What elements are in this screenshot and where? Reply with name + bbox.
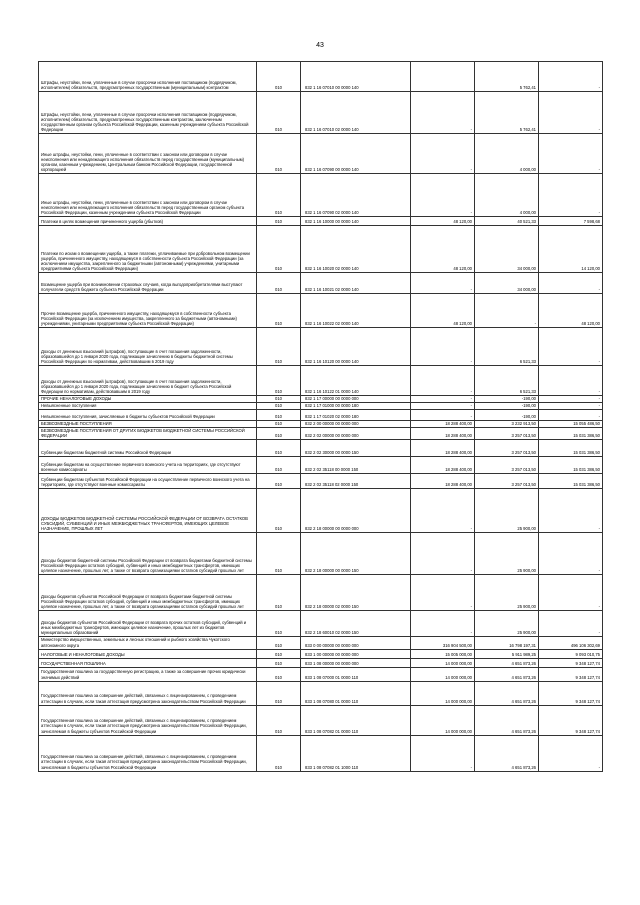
row-name-cell: Прочее возмещение ущерба, причиненного имуществу, находящемуся в собственности субъекта Российской Федерации (за исключением имущества, закрепленного за бюджетными (автономными) учреждениями, унитарными предприятиями субъекта Российской Федерации) xyxy=(39,294,257,328)
row-approved-plan-cell: 15 005 000,00 xyxy=(411,649,475,658)
table-row xyxy=(39,421,603,428)
row-unexecuted-cell: 9 093 010,75 xyxy=(539,649,603,658)
row-executed-cell: 16 798 197,31 xyxy=(475,637,539,649)
row-unexecuted-cell: - xyxy=(539,611,603,637)
row-executed-cell: -190,00 xyxy=(475,410,539,421)
row-line-code-cell: 010 xyxy=(257,637,301,649)
row-approved-plan-cell: 48 120,00 xyxy=(411,294,475,328)
row-executed-cell: 5 762,41 xyxy=(475,62,539,92)
row-approved-plan-cell: 18 288 400,00 xyxy=(411,428,475,440)
row-budget-code-cell: 832 1 16 10120 00 0000 140 xyxy=(301,328,411,366)
row-unexecuted-cell: 48 120,00 xyxy=(539,294,603,328)
row-name-cell: ПРОЧИЕ НЕНАЛОГОВЫЕ ДОХОДЫ xyxy=(39,396,257,403)
row-executed-cell: - xyxy=(475,294,539,328)
row-approved-plan-cell: - xyxy=(411,273,475,294)
table-row xyxy=(39,403,603,410)
table-row xyxy=(39,396,603,403)
row-line-code-cell: 010 xyxy=(257,92,301,134)
table-row xyxy=(39,410,603,421)
row-approved-plan-cell: - xyxy=(411,396,475,403)
row-budget-code-cell: 832 2 02 30000 00 0000 150 xyxy=(301,440,411,457)
table-row xyxy=(39,735,603,771)
row-approved-plan-cell: - xyxy=(411,611,475,637)
row-executed-cell: 4 651 873,26 xyxy=(475,667,539,681)
row-name-cell: Иные штрафы, неустойки, пени, уплаченные в соответствии с законом или договором в случае неисполнения или ненадлежащего исполнения обязательств перед государственным (муниципальным) органом, казенным учреждением, Центральным банком Российской Федерации, государственной корпорацией xyxy=(39,134,257,174)
row-name-cell: Субвенции бюджетам субъектов Российской Федерации на осуществление первичного воинского учета на территориях, где отсутствуют военные комиссариаты xyxy=(39,474,257,489)
table-row xyxy=(39,440,603,457)
row-approved-plan-cell: 18 288 400,00 xyxy=(411,457,475,474)
row-executed-cell: 4 651 873,26 xyxy=(475,658,539,667)
row-budget-code-cell: 832 2 02 35118 00 0000 150 xyxy=(301,457,411,474)
row-unexecuted-cell: 15 055 486,50 xyxy=(539,421,603,428)
table-row xyxy=(39,474,603,489)
row-line-code-cell: 010 xyxy=(257,489,301,533)
row-name-cell: Государственная пошлина за совершение действий, связанных с лицензированием, с проведением аттестации в случаях, если такая аттестация предусмотрена законодательством Российской Федерации xyxy=(39,681,257,705)
row-budget-code-cell: 832 2 00 00000 00 0000 000 xyxy=(301,421,411,428)
row-name-cell: Субвенции бюджетам бюджетной системы Российской Федерации xyxy=(39,440,257,457)
table-row xyxy=(39,328,603,366)
row-line-code-cell: 010 xyxy=(257,410,301,421)
row-line-code-cell: 010 xyxy=(257,428,301,440)
row-line-code-cell: 010 xyxy=(257,649,301,658)
row-approved-plan-cell: 18 288 400,00 xyxy=(411,440,475,457)
row-executed-cell: 25 900,00 xyxy=(475,611,539,637)
row-budget-code-cell: 832 2 02 35118 02 0000 150 xyxy=(301,474,411,489)
table-row xyxy=(39,273,603,294)
row-approved-plan-cell: - xyxy=(411,174,475,217)
row-approved-plan-cell: 48 120,00 xyxy=(411,226,475,273)
table-row xyxy=(39,62,603,92)
row-budget-code-cell: 832 1 17 01000 00 0000 180 xyxy=(301,403,411,410)
row-executed-cell: 4 000,00 xyxy=(475,174,539,217)
row-name-cell: Министерство имущественных, земельных и лесных отношений и рыбного хозяйства Чукотского автономного округа xyxy=(39,637,257,649)
row-approved-plan-cell: - xyxy=(411,134,475,174)
row-line-code-cell: 010 xyxy=(257,226,301,273)
row-line-code-cell: 010 xyxy=(257,705,301,735)
row-executed-cell: 40 521,33 xyxy=(475,217,539,226)
row-unexecuted-cell: - xyxy=(539,410,603,421)
row-executed-cell: 3 257 013,50 xyxy=(475,457,539,474)
row-budget-code-cell: 832 1 16 10021 02 0000 140 xyxy=(301,273,411,294)
row-line-code-cell: 010 xyxy=(257,328,301,366)
row-unexecuted-cell: 9 348 127,74 xyxy=(539,658,603,667)
row-name-cell: Доходы от денежных взысканий (штрафов), поступающие в счет погашения задолженности, образовавшейся до 1 января 2020 года, подлежащие зачислению в бюджеты бюджетной системы Российской Федерации по нормативам, действовавшим в 2019 году xyxy=(39,328,257,366)
row-unexecuted-cell: - xyxy=(539,489,603,533)
table-row xyxy=(39,533,603,575)
table-row xyxy=(39,134,603,174)
row-line-code-cell: 010 xyxy=(257,217,301,226)
row-budget-code-cell: 833 0 00 00000 00 0000 000 xyxy=(301,637,411,649)
row-budget-code-cell: 833 1 08 00000 00 0000 000 xyxy=(301,658,411,667)
row-unexecuted-cell: 14 120,00 xyxy=(539,226,603,273)
row-executed-cell: 4 651 873,26 xyxy=(475,681,539,705)
row-budget-code-cell: 833 1 08 07082 01 0000 110 xyxy=(301,705,411,735)
row-approved-plan-cell: - xyxy=(411,575,475,611)
row-unexecuted-cell: - xyxy=(539,533,603,575)
table-row xyxy=(39,649,603,658)
table-row xyxy=(39,705,603,735)
row-unexecuted-cell: - xyxy=(539,328,603,366)
row-name-cell: ДОХОДЫ БЮДЖЕТОВ БЮДЖЕТНОЙ СИСТЕМЫ РОССИЙСКОЙ ФЕДЕРАЦИИ ОТ ВОЗВРАТА ОСТАТКОВ СУБСИДИЙ, СУБВЕНЦИЙ И ИНЫХ МЕЖБЮДЖЕТНЫХ ТРАНСФЕРТОВ, ИМЕЮЩИХ ЦЕЛЕВОЕ НАЗНАЧЕНИЕ, ПРОШЛЫХ ЛЕТ xyxy=(39,489,257,533)
row-unexecuted-cell: - xyxy=(539,62,603,92)
row-unexecuted-cell: - xyxy=(539,366,603,396)
row-line-code-cell: 010 xyxy=(257,681,301,705)
row-unexecuted-cell: 7 598,68 xyxy=(539,217,603,226)
row-executed-cell: 25 900,00 xyxy=(475,489,539,533)
row-budget-code-cell: 832 1 16 07010 00 0000 140 xyxy=(301,62,411,92)
table-row xyxy=(39,92,603,134)
row-budget-code-cell: 832 2 18 00000 00 0000 000 xyxy=(301,489,411,533)
row-executed-cell: 25 900,00 xyxy=(475,533,539,575)
row-unexecuted-cell: 15 031 386,50 xyxy=(539,474,603,489)
row-approved-plan-cell: 14 000 000,00 xyxy=(411,667,475,681)
row-executed-cell: 5 762,41 xyxy=(475,92,539,134)
row-executed-cell: 4 651 873,26 xyxy=(475,705,539,735)
row-line-code-cell: 010 xyxy=(257,396,301,403)
row-unexecuted-cell: - xyxy=(539,134,603,174)
table-row xyxy=(39,575,603,611)
row-approved-plan-cell: - xyxy=(411,92,475,134)
row-approved-plan-cell: - xyxy=(411,735,475,771)
row-name-cell: Государственная пошлина за совершение действий, связанных с лицензированием, с проведением аттестации в случаях, если такая аттестация предусмотрена законодательством Российской Федерации, зачисляемая в бюджеты субъектов Российской Федерации xyxy=(39,705,257,735)
row-approved-plan-cell xyxy=(411,62,475,92)
row-executed-cell: 3 257 013,50 xyxy=(475,474,539,489)
row-name-cell: Штрафы, неустойки, пени, уплаченные в случае просрочки исполнения поставщиком (подрядчиком, исполнителем) обязательств, предусмотренных государственным контрактом, заключенным государственным органом субъекта Российской Федерации, казенным учреждением субъекта Российской Федерации xyxy=(39,92,257,134)
table-row xyxy=(39,681,603,705)
row-unexecuted-cell: - xyxy=(539,735,603,771)
row-name-cell: БЕЗВОЗМЕЗДНЫЕ ПОСТУПЛЕНИЯ xyxy=(39,421,257,428)
row-line-code-cell: 010 xyxy=(257,667,301,681)
table-row xyxy=(39,658,603,667)
table-row xyxy=(39,637,603,649)
row-line-code-cell: 010 xyxy=(257,735,301,771)
row-name-cell: Доходы от денежных взысканий (штрафов), поступающие в счет погашения задолженности, образовавшейся до 1 января 2020 года, подлежащие зачислению в бюджет субъекта Российской Федерации по нормативам, действовавшим в 2019 году xyxy=(39,366,257,396)
row-approved-plan-cell: 14 000 000,00 xyxy=(411,658,475,667)
row-line-code-cell: 010 xyxy=(257,457,301,474)
row-executed-cell: 3 257 013,50 xyxy=(475,428,539,440)
row-budget-code-cell: 833 1 08 07000 01 0000 110 xyxy=(301,667,411,681)
row-executed-cell: -190,00 xyxy=(475,396,539,403)
row-name-cell: Доходы бюджетов субъектов Российской Федерации от возврата бюджетами бюджетной системы Российской Федерации остатков субсидий, субвенций и иных межбюджетных трансфертов, имеющих целевое назначение, прошлых лет, а также от возврата организациями остатков субсидий прошлых лет xyxy=(39,575,257,611)
row-executed-cell: 34 000,00 xyxy=(475,226,539,273)
row-name-cell: Государственная пошлина за совершение действий, связанных с лицензированием, с проведением аттестации в случаях, если такая аттестация предусмотрена законодательством Российской Федерации, зачисляемая в бюджеты субъектов Российской Федерации xyxy=(39,735,257,771)
row-budget-code-cell: 832 1 16 10020 02 0000 140 xyxy=(301,226,411,273)
row-unexecuted-cell: - xyxy=(539,575,603,611)
row-name-cell: Доходы бюджетов бюджетной системы Российской Федерации от возврата бюджетами бюджетной системы Российской Федерации остатков субсидий, субвенций и иных межбюджетных трансфертов, имеющих целевое назначение, прошлых лет, а также от возврата организациями остатков субсидий прошлых лет xyxy=(39,533,257,575)
row-executed-cell: 3 232 913,50 xyxy=(475,421,539,428)
row-budget-code-cell: 833 1 08 07082 01 1000 110 xyxy=(301,735,411,771)
row-line-code-cell: 010 xyxy=(257,174,301,217)
row-line-code-cell: 010 xyxy=(257,533,301,575)
row-line-code-cell: 010 xyxy=(257,294,301,328)
table-row xyxy=(39,489,603,533)
row-name-cell: Платежи по искам о возмещении ущерба, а также платежи, уплачиваемые при добровольном возмещении ущерба, причиненного имуществу, находящемуся в собственности субъекта Российской Федерации (за исключением имущества, закрепленного за бюджетными (автономными) учреждениями, унитарными предприятиями субъекта Российской Федерации) xyxy=(39,226,257,273)
row-executed-cell: -190,00 xyxy=(475,403,539,410)
row-unexecuted-cell: 496 106 302,69 xyxy=(539,637,603,649)
row-name-cell: Штрафы, неустойки, пени, уплаченные в случае просрочки исполнения поставщиком (подрядчиком, исполнителем) обязательств, предусмотренных государственным (муниципальным) контрактом xyxy=(39,62,257,92)
row-name-cell: Иные штрафы, неустойки, пени, уплаченные в соответствии с законом или договором в случае неисполнения или ненадлежащего исполнения обязательств перед государственным органом субъекта Российской Федерации, казенным учреждением субъекта Российской Федерации xyxy=(39,174,257,217)
row-executed-cell: 3 257 013,50 xyxy=(475,440,539,457)
page-number: 43 xyxy=(316,42,324,49)
row-line-code-cell: 010 xyxy=(257,62,301,92)
row-executed-cell: 34 000,00 xyxy=(475,273,539,294)
row-line-code-cell: 010 xyxy=(257,611,301,637)
row-name-cell: Государственная пошлина за государственную регистрацию, а также за совершение прочих юридически значимых действий xyxy=(39,667,257,681)
row-approved-plan-cell: 14 000 000,00 xyxy=(411,705,475,735)
row-line-code-cell: 010 xyxy=(257,134,301,174)
row-budget-code-cell: 832 2 18 00000 00 0000 150 xyxy=(301,533,411,575)
row-budget-code-cell: 833 1 00 00000 00 0000 000 xyxy=(301,649,411,658)
row-line-code-cell: 010 xyxy=(257,403,301,410)
table-row xyxy=(39,611,603,637)
row-name-cell: Невыясненные поступления, зачисляемые в бюджеты субъектов Российской Федерации xyxy=(39,410,257,421)
row-approved-plan-cell: 18 288 400,00 xyxy=(411,421,475,428)
row-approved-plan-cell: - xyxy=(411,410,475,421)
row-name-cell: Доходы бюджетов субъектов Российской Федерации от возврата прочих остатков субсидий, субвенций и иных межбюджетных трансфертов, имеющих целевое назначение, прошлых лет из бюджетов муниципальных образований xyxy=(39,611,257,637)
row-executed-cell: 25 900,00 xyxy=(475,575,539,611)
row-approved-plan-cell: 18 288 400,00 xyxy=(411,474,475,489)
row-name-cell: Невыясненные поступления xyxy=(39,403,257,410)
row-unexecuted-cell: - xyxy=(539,92,603,134)
row-unexecuted-cell: - xyxy=(539,273,603,294)
row-executed-cell: 6 521,33 xyxy=(475,328,539,366)
budget-income-table xyxy=(38,61,603,772)
row-line-code-cell: 010 xyxy=(257,658,301,667)
row-unexecuted-cell: 15 031 386,50 xyxy=(539,457,603,474)
row-budget-code-cell: 832 1 17 00000 00 0000 000 xyxy=(301,396,411,403)
row-unexecuted-cell: 9 348 127,74 xyxy=(539,705,603,735)
row-approved-plan-cell: 14 000 000,00 xyxy=(411,681,475,705)
row-budget-code-cell: 832 1 16 07090 00 0000 140 xyxy=(301,134,411,174)
row-unexecuted-cell: 15 031 386,50 xyxy=(539,440,603,457)
row-budget-code-cell: 832 1 16 07090 02 0000 140 xyxy=(301,174,411,217)
row-line-code-cell: 010 xyxy=(257,575,301,611)
table-row xyxy=(39,217,603,226)
row-unexecuted-cell: - xyxy=(539,396,603,403)
row-approved-plan-cell: - xyxy=(411,489,475,533)
row-approved-plan-cell: - xyxy=(411,366,475,396)
row-budget-code-cell: 832 1 16 07010 02 0000 140 xyxy=(301,92,411,134)
row-budget-code-cell: 832 2 18 60010 02 0000 150 xyxy=(301,611,411,637)
row-budget-code-cell: 832 1 16 10022 02 0000 140 xyxy=(301,294,411,328)
table-row xyxy=(39,366,603,396)
row-unexecuted-cell: - xyxy=(539,174,603,217)
row-budget-code-cell: 832 1 16 10122 01 0000 140 xyxy=(301,366,411,396)
table-row xyxy=(39,667,603,681)
row-name-cell: Возмещение ущерба при возникновении страховых случаев, когда выгодоприобретателями выступают получатели средств бюджета субъекта Российской Федерации xyxy=(39,273,257,294)
row-name-cell: Субвенции бюджетам на осуществление первичного воинского учета на территориях, где отсутствуют военные комиссариаты xyxy=(39,457,257,474)
row-executed-cell: 4 000,00 xyxy=(475,134,539,174)
table-row xyxy=(39,428,603,440)
row-executed-cell: 5 911 989,25 xyxy=(475,649,539,658)
row-executed-cell: 4 651 873,26 xyxy=(475,735,539,771)
table-row xyxy=(39,457,603,474)
row-budget-code-cell: 832 2 18 00000 02 0000 150 xyxy=(301,575,411,611)
row-name-cell: Платежи в целях возмещения причиненного ущерба (убытков) xyxy=(39,217,257,226)
row-name-cell: БЕЗВОЗМЕЗДНЫЕ ПОСТУПЛЕНИЯ ОТ ДРУГИХ БЮДЖЕТОВ БЮДЖЕТНОЙ СИСТЕМЫ РОССИЙСКОЙ ФЕДЕРАЦИИ xyxy=(39,428,257,440)
table-body xyxy=(39,62,603,772)
row-unexecuted-cell: 9 348 127,74 xyxy=(539,681,603,705)
row-budget-code-cell: 833 1 08 07080 01 0000 110 xyxy=(301,681,411,705)
row-name-cell: ГОСУДАРСТВЕННАЯ ПОШЛИНА xyxy=(39,658,257,667)
table-row xyxy=(39,226,603,273)
row-approved-plan-cell: - xyxy=(411,533,475,575)
row-budget-code-cell: 832 1 16 10000 00 0000 140 xyxy=(301,217,411,226)
row-unexecuted-cell: 15 031 386,50 xyxy=(539,428,603,440)
row-executed-cell: 6 521,33 xyxy=(475,366,539,396)
table-row xyxy=(39,294,603,328)
row-line-code-cell: 010 xyxy=(257,474,301,489)
table-row xyxy=(39,174,603,217)
row-approved-plan-cell: 48 120,00 xyxy=(411,217,475,226)
row-approved-plan-cell: - xyxy=(411,403,475,410)
row-line-code-cell: 010 xyxy=(257,273,301,294)
row-unexecuted-cell: 9 348 127,74 xyxy=(539,667,603,681)
row-approved-plan-cell: - xyxy=(411,328,475,366)
row-approved-plan-cell: 316 904 500,00 xyxy=(411,637,475,649)
row-unexecuted-cell: - xyxy=(539,403,603,410)
row-name-cell: НАЛОГОВЫЕ И НЕНАЛОГОВЫЕ ДОХОДЫ xyxy=(39,649,257,658)
row-budget-code-cell: 832 1 17 01020 02 0000 180 xyxy=(301,410,411,421)
row-budget-code-cell: 832 2 02 00000 00 0000 000 xyxy=(301,428,411,440)
row-line-code-cell: 010 xyxy=(257,440,301,457)
row-line-code-cell: 010 xyxy=(257,366,301,396)
row-line-code-cell: 010 xyxy=(257,421,301,428)
